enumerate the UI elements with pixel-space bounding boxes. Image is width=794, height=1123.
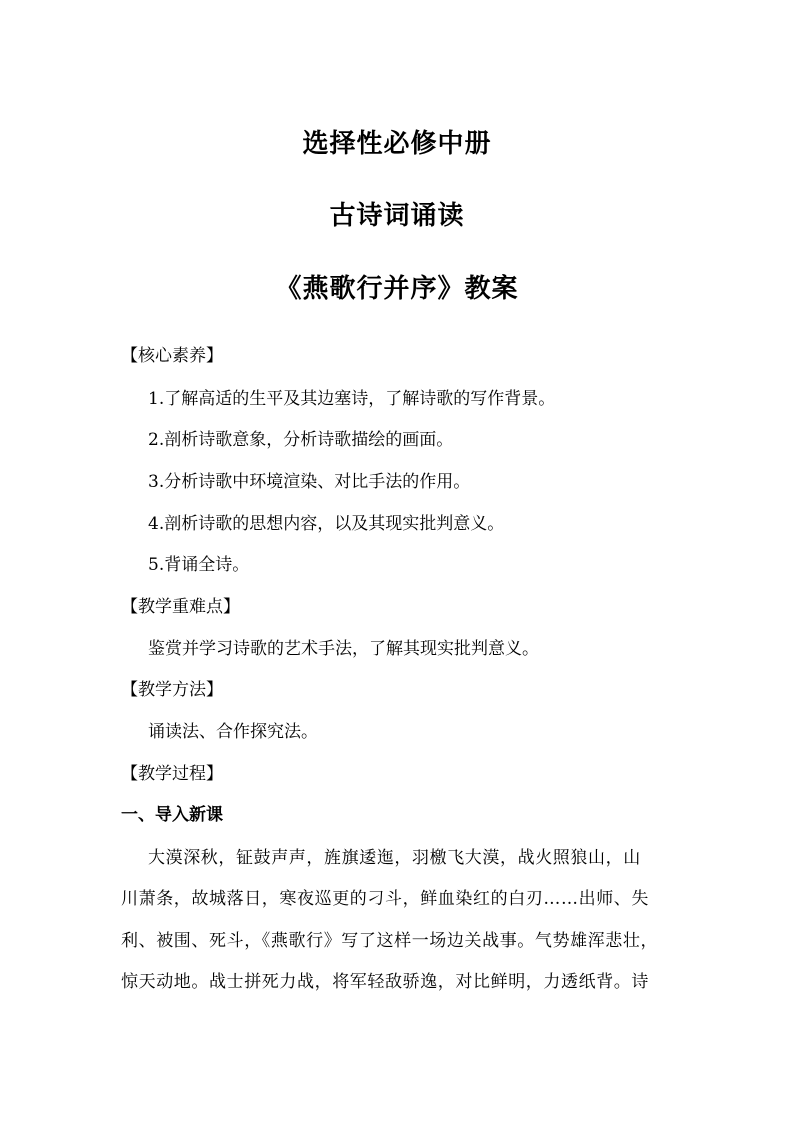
intro-paragraph-line-3: 利、被围、死斗，《燕歌行》写了这样一场边关战事。气势雄浑悲壮， [121,931,659,951]
lesson-title: 《燕歌行并序》教案 [275,274,519,304]
intro-paragraph-line-2: 川萧条，故城落日，寒夜巡更的刁斗，鲜血染红的白刃……出师、失 [121,889,649,909]
intro-paragraph-line-1: 大漠深秋，钲鼓声声，旌旗逶迤，羽檄飞大漠，战火照狼山，山 [148,848,641,868]
key-points-text: 鉴赏并学习诗歌的艺术手法，了解其现实批判意义。 [148,639,539,659]
intro-subheading: 一、导入新课 [121,805,223,825]
intro-paragraph-line-4: 惊天动地。战士拼死力战，将军轻敌骄逸，对比鲜明，力透纸背。诗 [121,972,649,992]
key-points-heading: 【教学重难点】 [121,597,240,617]
core-item-3: 3.分析诗歌中环境渲染、对比手法的作用。 [148,472,471,492]
core-item-2: 2.剖析诗歌意象，分析诗歌描绘的画面。 [148,430,454,450]
course-title: 选择性必修中册 [302,129,492,159]
core-item-4: 4.剖析诗歌的思想内容，以及其现实批判意义。 [148,514,505,534]
unit-title: 古诗词诵读 [329,201,465,231]
method-heading: 【教学方法】 [121,680,223,700]
core-literacy-heading: 【核心素养】 [121,346,223,366]
core-item-1: 1.了解高适的生平及其边塞诗，了解诗歌的写作背景。 [148,389,556,409]
process-heading: 【教学过程】 [121,764,223,784]
method-text: 诵读法、合作探究法。 [148,722,318,742]
core-item-5: 5.背诵全诗。 [148,555,250,575]
